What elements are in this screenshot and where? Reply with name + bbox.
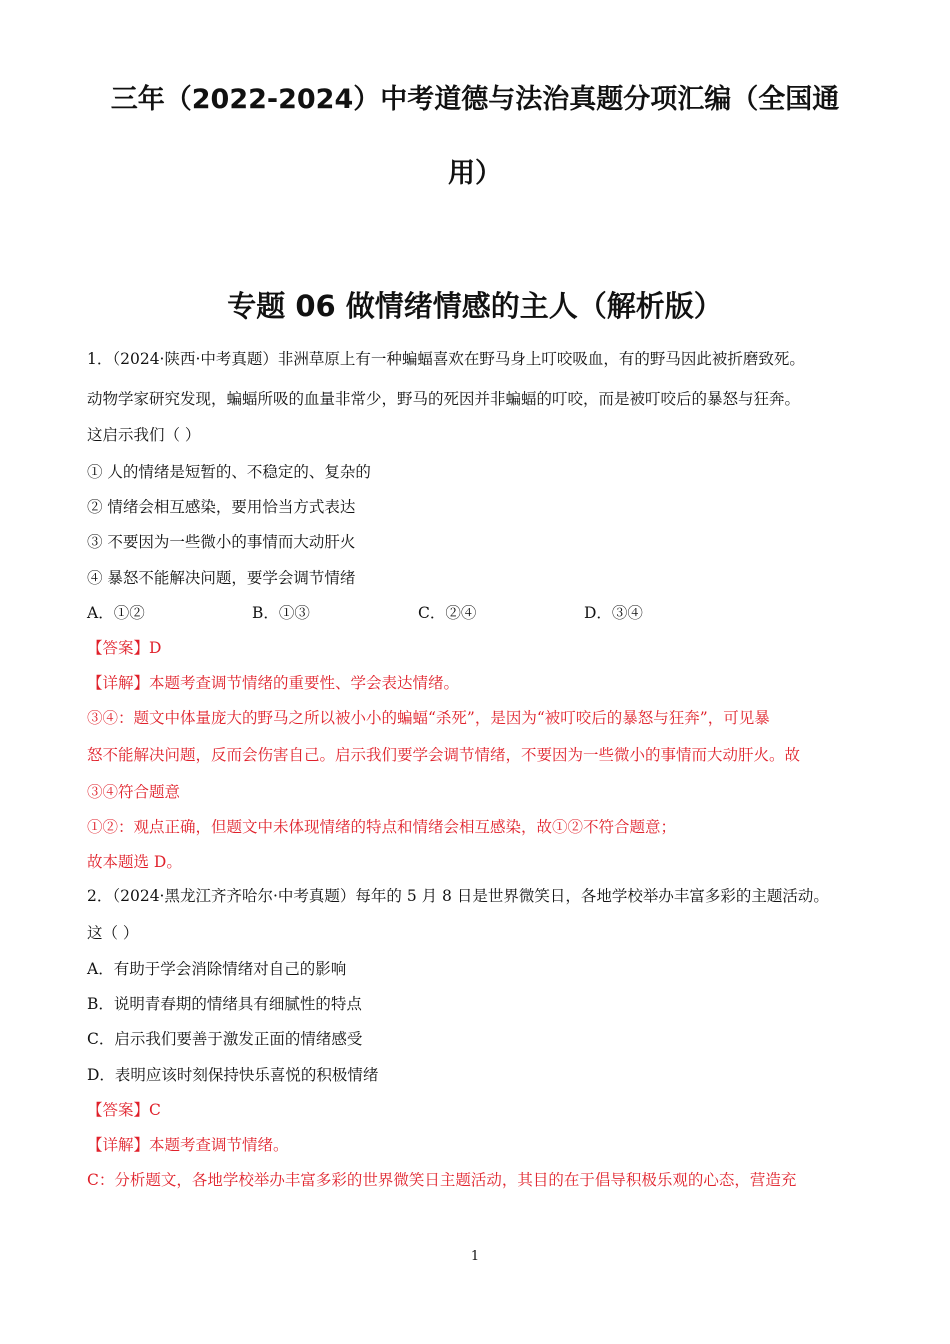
q1-statement-4: ④ 暴怒不能解决问题，要学会调节情绪 bbox=[87, 569, 356, 587]
q1-answer: 【答案】D bbox=[87, 639, 162, 657]
page-number: 1 bbox=[470, 1249, 480, 1264]
q1-stem-line-1: 1．（2024·陕西·中考真题）非洲草原上有一种蝙蝠喜欢在野马身上叮咬吸血，有的野马因此被折磨致死。 bbox=[87, 350, 805, 368]
q2-explain-intro: 【详解】本题考查调节情绪。 bbox=[87, 1136, 289, 1154]
q2-option-d: D．表明应该时刻保持快乐喜悦的积极情绪 bbox=[87, 1066, 379, 1084]
q1-statement-2: ② 情绪会相互感染，要用恰当方式表达 bbox=[87, 498, 356, 516]
q1-option-a: A．①② bbox=[87, 604, 145, 622]
q2-option-c: C．启示我们要善于激发正面的情绪感受 bbox=[87, 1030, 363, 1048]
q1-option-c: C．②④ bbox=[418, 604, 477, 622]
q1-statement-3: ③ 不要因为一些微小的事情而大动肝火 bbox=[87, 533, 356, 551]
q1-statement-1: ① 人的情绪是短暂的、不稳定的、复杂的 bbox=[87, 463, 371, 481]
document-title-line-1: 三年（2022-2024）中考道德与法治真题分项汇编（全国通 bbox=[110, 84, 840, 115]
q1-stem-line-2: 动物学家研究发现，蝙蝠所吸的血量非常少，野马的死因并非蝙蝠的叮咬，而是被叮咬后的暴怒与狂奔。 bbox=[87, 390, 801, 408]
q2-answer: 【答案】C bbox=[87, 1101, 161, 1119]
q2-explain-line-1: C：分析题文，各地学校举办丰富多彩的世界微笑日主题活动，其目的在于倡导积极乐观的心态，营造充 bbox=[87, 1171, 797, 1189]
q1-options-row bbox=[87, 602, 870, 624]
q1-explain-intro: 【详解】本题考查调节情绪的重要性、学会表达情绪。 bbox=[87, 674, 460, 692]
q1-explain-line-1: ③④：题文中体量庞大的野马之所以被小小的蝙蝠“杀死”，是因为“被叮咬后的暴怒与狂奔”，可见暴 bbox=[87, 709, 770, 727]
q1-stem-line-3: 这启示我们（ ） bbox=[87, 426, 201, 444]
document-title-line-2: 用） bbox=[448, 158, 502, 189]
q1-explain-line-3: ③④符合题意 bbox=[87, 783, 181, 801]
q2-stem-line-1: 2．（2024·黑龙江齐齐哈尔·中考真题）每年的 5 月 8 日是世界微笑日，各地学校举办丰富多彩的主题活动。 bbox=[87, 887, 829, 905]
q2-option-b: B．说明青春期的情绪具有细腻性的特点 bbox=[87, 995, 362, 1013]
q1-explain-line-4: ①②：观点正确，但题文中未体现情绪的特点和情绪会相互感染，故①②不符合题意； bbox=[87, 818, 677, 836]
q1-conclusion: 故本题选 D。 bbox=[87, 853, 182, 871]
section-subtitle: 专题 06 做情绪情感的主人（解析版） bbox=[227, 289, 723, 323]
q1-option-d: D．③④ bbox=[584, 604, 643, 622]
q1-explain-line-2: 怒不能解决问题，反而会伤害自己。启示我们要学会调节情绪，不要因为一些微小的事情而大动肝火。故 bbox=[87, 746, 801, 764]
q2-stem-line-2: 这（ ） bbox=[87, 924, 139, 942]
q2-option-a: A．有助于学会消除情绪对自己的影响 bbox=[87, 960, 347, 978]
q1-option-b: B．①③ bbox=[252, 604, 310, 622]
